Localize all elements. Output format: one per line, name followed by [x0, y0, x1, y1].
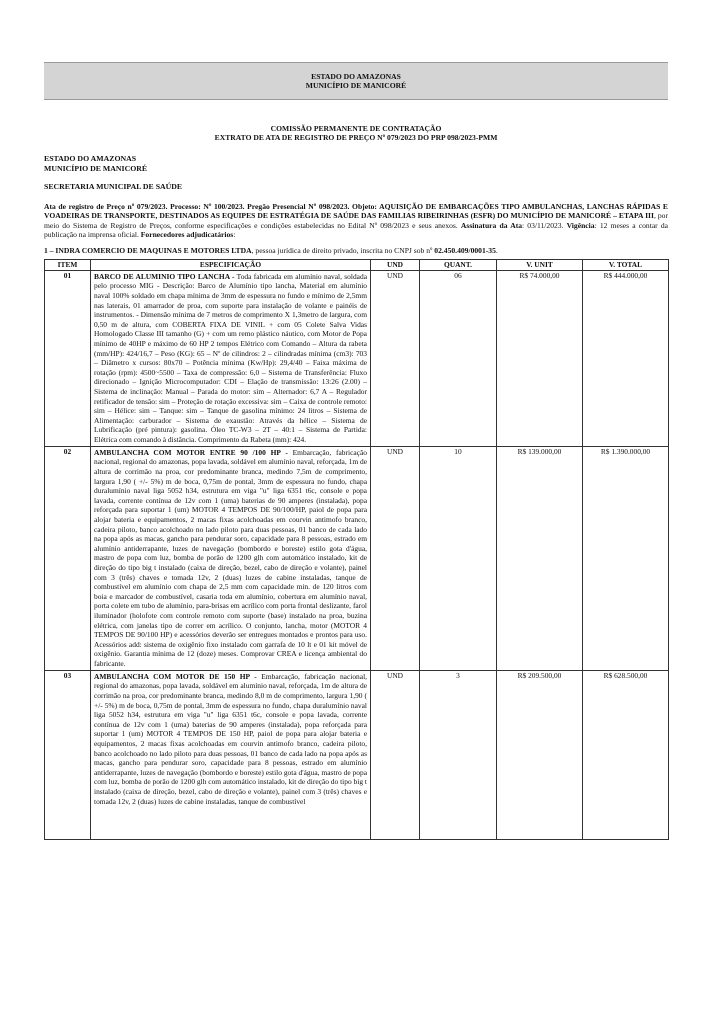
col-spec: ESPECIFICAÇÃO	[91, 259, 371, 270]
col-unit-price: V. UNIT	[497, 259, 583, 270]
intro-text-1: , por meio do Sistema de Registro de Preços, conforme especificações e condições estabelecidas no Edital Nº 098/2023 e seus anexos.	[44, 211, 669, 230]
table-row	[45, 270, 669, 446]
vendor-end: .	[495, 245, 498, 255]
intro-bold-object: Ata de registro de Preço nº 079/2023. Processo: Nº 100/2023. Pregão Presencial Nº 098/2023. Objeto: AQUISIÇÃO DE EMBARCAÇÕES TIPO AMBULANCHAS, LANCHAS RÁPIDAS E VOADEIRAS DE TRANSPORTE, DESTINADOS AS EQUIPES DE ESTRATÉGIA DE SAÚDE DAS FAMILIAS RIBEIRINHAS (ESFR) DO MUNICÍPIO DE MANICORÉ – ETAPA III	[44, 202, 668, 221]
item-description: Embarcação, fabricação nacional, regional do amazonas, popa lavada, soldável em alumínio naval, reforçada, 1m de altura de corrimão na proa, cor predominante branca, medindo 7,5m de comprimento, largura 1,90 ( +/- 5%) m de boca, 0,75m de pontal, 3mm de espessura no fundo, chapa duralumínio naval liga 5052 h34, estrutura em viga "u" liga 6351 t6c, console e popa lavada, corrente contínua de 12v com 1 (uma) baterias de 90 amperes (instalada), popa reforçada para suportar 1 (um) MOTOR 4 TEMPOS DE 90/100/HP, paiol de popa para alojar bateria e equipamentos, 2 macas fixas acolchoadas em courvin antimofo branco, cadeira piloto, banco acolchoado no lado piloto para duas pessoas, 01 banco de cada lado na popa após as macas, gancho para pendurar soro, capacidade para 8 pessoas, estrado em alumínio antiderrapante, luzes de navegação (bombordo e boreste) estilo gota d'água, mastro de popa com luz, bomba de porão de 1200 glh com automático instalado, kit de direção do tipo big t instalado (caixa de direção, bezel, cabo de direção e volante), painel com 3 (três) chaves e tomada 12v, 2 (duas) luzes de cabine instaladas, tanque de combustível em alumínio com chapa de 2,5 mm com capacidade min. de 120 litros com boia e marcador de combustível, casaria toda em alumínio, cobertura em alumínio naval, porta colete em tubo de alumínio, para-brisas em acrílico com porta frontal deslizante, farol iluminador (holofote com controle remoto com suporte (base) instalado na proa, buzina elétrica, com janelas tipo de correr em acrílico. O conjunto, lancha, motor (MOTOR 4 TEMPOS DE 90/100 HP) e acessórios deverão ser entregues montados e prontos para uso. Acessórios add: sistema de oxigênio fixo instalado com garrafa de 10 lt e 01 kit móvel de oxigênio. Garantia mínima de 12 (doze) meses. Comprovar CREA e licença ambiental do fabricante.	[94, 447, 367, 669]
item-total: R$ 1.390.000,00	[583, 446, 669, 670]
issuer-state: ESTADO DO AMAZONAS	[44, 154, 137, 164]
col-unit: UND	[371, 259, 420, 270]
item-title: AMBULANCHA COM MOTOR ENTRE 90 /100 HP -	[94, 447, 288, 457]
item-qty: 06	[420, 270, 497, 446]
item-title: AMBULANCHA COM MOTOR DE 150 HP -	[94, 671, 257, 681]
intro-text-3: : 12 meses a contar da publicação na imprensa oficial.	[44, 220, 669, 239]
intro-bold-signature: Assinatura da Ata	[460, 220, 523, 230]
intro-paragraph	[44, 202, 668, 238]
item-spec-clip	[94, 672, 367, 838]
item-total: R$ 628.500,00	[583, 670, 669, 839]
item-spec	[91, 270, 371, 446]
secretariat-name: SECRETARIA MUNICIPAL DE SAÚDE	[44, 182, 183, 192]
item-unit: UND	[371, 670, 420, 839]
table-header-row	[45, 259, 669, 270]
item-description: Toda fabricada em alumínio naval, soldada pelo processo MIG - Descrição: Barco de Alumínio tipo lancha, Material em alumínio naval 100% soldado em chapa mínima de 3mm de espessura no fundo e mínimo de 2,5mm nas laterais, 01 amarrador de proa, com suporte para instalação de volante e painéis de instrumentos. - Dimensão mínima de 7 metros de comprimento X 1,3metro de largura, com 0,50 m de altura, com COBERTA FIXA DE VINIL + com 05 Colete Salva Vidas Homologado Classe III tamanho (G) + com um remo plástico náutico, com Motor de Popa mínimo de 40HP e máximo de 60 HP 2 tempos Elétrico com Comando – Altura da rabeta (mm/HP): 424/16,7 – Peso (KG): 65 – Nº de cilindros: 2 – cilindradas mínima (cm3): 703 – Diâmetro x cursos: 80x70 – Potência mínima (Kw/Hp): 29,4/40 – Faixa máxima de rotação (rpm): 4500~5500 – Taxa de compressão: 6,0 – Sistema de Transferência: Fluxo direcionado – Ignição Microcomputador: CDI – Elação de transmissão: 13:26 (2.00) – Sistema de inclinação: Manual – Parada do motor: sim – Alternador: 6,7 A – Regulador retificador de tensão: sim – Proteção de rotação excessiva: sim – Caixa de controle remoto: sim – Hélice: sim – Tanque: sim – Tanque de gasolina mínimo: 24 litros – Sistema de Alimentação: carburador – Sistema de exaustão: Através da hélice – Sistema de Lubrificação (pré pintura): gasolina. Óleo TC-W3 – 2T – 40:1 – Sistema de Partida: Elétrica com comando à distância. Comprimento da Rabeta (mm): 424.	[94, 271, 367, 445]
item-number: 02	[45, 446, 91, 670]
table-row	[45, 446, 669, 670]
vendor-text: , pessoa jurídica de direito privado, inscrita no CNPJ sob nº	[251, 245, 435, 255]
vendor-name: 1 – INDRA COMERCIO DE MAQUINAS E MOTORES LTDA	[44, 245, 252, 255]
intro-bold-validity: Vigência	[566, 220, 595, 230]
item-unit-price: R$ 209.500,00	[497, 670, 583, 839]
commission-heading	[44, 124, 668, 142]
item-spec	[91, 670, 371, 839]
item-total: R$ 444.000,00	[583, 270, 669, 446]
intro-bold-suppliers: Fornecedores adjudicatários	[140, 229, 234, 239]
vendor-line	[44, 247, 668, 256]
col-item: ITEM	[45, 259, 91, 270]
item-qty: 10	[420, 446, 497, 670]
item-unit-price: R$ 74.000,00	[497, 270, 583, 446]
document-page	[44, 62, 668, 840]
intro-text-4: :	[233, 229, 236, 239]
item-number: 03	[45, 670, 91, 839]
extract-title: EXTRATO DE ATA DE REGISTRO DE PREÇO Nº 079/2023 DO PRP 098/2023-PMM	[214, 133, 498, 143]
item-description: Embarcação, fabricação nacional, regional do amazonas, popa lavada, soldável em alumínio naval, reforçada, 1m de altura de corrimão na proa, cor predominante branca, medindo 8,0 m de comprimento, largura 1,90 ( +/- 5%) m de boca, 0,75m de pontal, 3mm de espessura no fundo, chapa duralumínio naval liga 5052 h34, estrutura em viga "u" liga 6351 t6c, console e popa lavada, corrente contínua de 12v com 1 (uma) baterias de 90 amperes (instalada), popa reforçada para suportar 1 (um) MOTOR 4 TEMPOS DE 150 HP, paiol de popa para alojar bateria e equipamentos, 2 macas fixas acolchoadas em courvin antimofo branco, cadeira piloto, banco acolchoado no lado piloto para duas pessoas, 01 banco de cada lado na popa após as macas, gancho para pendurar soro, capacidade para 8 pessoas, estrado em alumínio antiderrapante, luzes de navegação (bombordo e boreste) estilo gota d'água, mastro de popa com luz, bomba de porão de 1200 glh com automático instalado, kit de direção do tipo big t instalado (caixa de direção, bezel, cabo de direção e volante), painel com 3 (três) chaves e tomada 12v, 2 (duas) luzes de cabine instaladas, tanque de combustível	[94, 671, 367, 806]
table-row	[45, 670, 669, 839]
item-title: BARCO DE ALUMINIO TIPO LANCHA -	[94, 271, 235, 281]
banner-municipality: MUNICÍPIO DE MANICORÉ	[305, 81, 407, 91]
items-table	[44, 259, 669, 840]
item-number: 01	[45, 270, 91, 446]
banner-state: ESTADO DO AMAZONAS	[311, 72, 401, 81]
intro-text-2: : 03/11/2023.	[522, 220, 567, 230]
item-spec	[91, 446, 371, 670]
item-unit: UND	[371, 270, 420, 446]
vendor-cnpj: 02.450.409/0001-35	[434, 245, 496, 255]
item-unit: UND	[371, 446, 420, 670]
state-banner	[44, 62, 668, 100]
item-unit-price: R$ 139.000,00	[497, 446, 583, 670]
commission-title: COMISSÃO PERMANENTE DE CONTRATAÇÃO	[270, 124, 442, 134]
col-total: V. TOTAL	[583, 259, 669, 270]
issuer-municipality: MUNICÍPIO DE MANICORÉ	[44, 163, 148, 173]
col-qty: QUANT.	[420, 259, 497, 270]
item-qty: 3	[420, 670, 497, 839]
issuer-block	[44, 154, 668, 173]
